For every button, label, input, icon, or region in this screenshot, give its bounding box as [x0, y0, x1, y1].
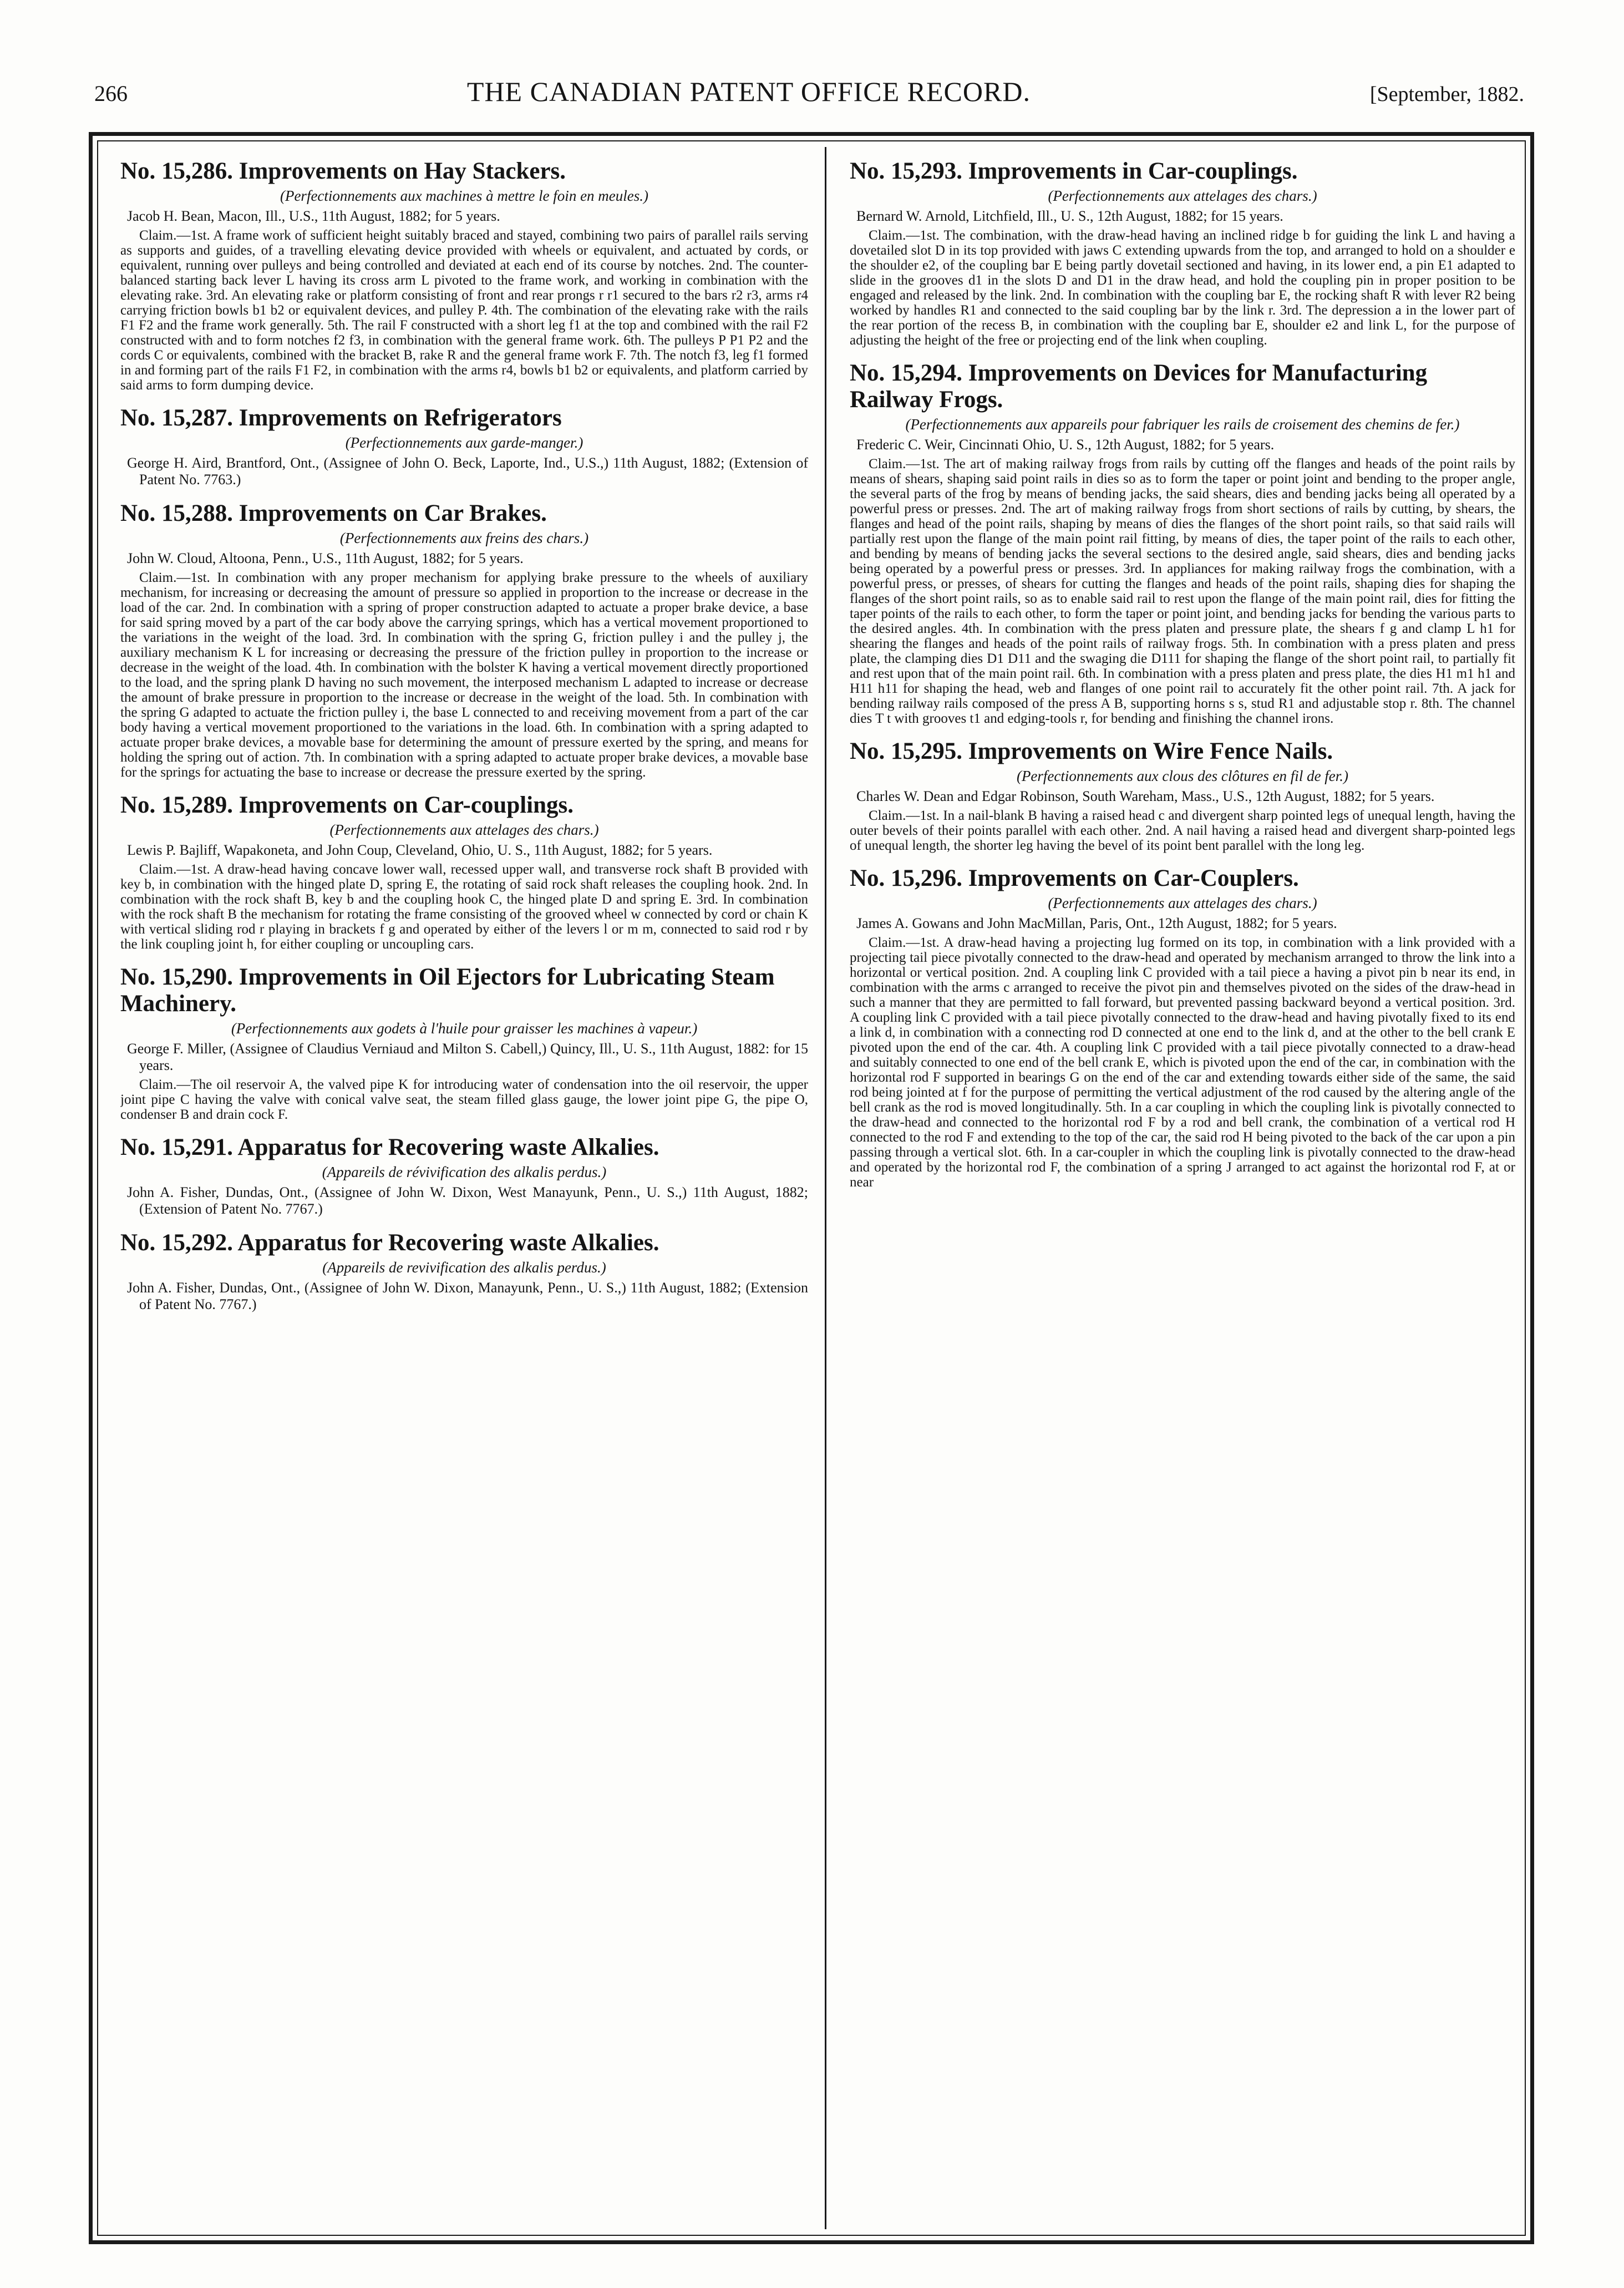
patent-title: No. 15,292. Apparatus for Recovering waste Alkalies.: [120, 1230, 659, 1256]
patent-grantee: John W. Cloud, Altoona, Penn., U.S., 11th August, 1882; for 5 years.: [127, 550, 524, 566]
patent-grantee: Frederic C. Weir, Cincinnati Ohio, U. S., 12th August, 1882; for 5 years.: [856, 437, 1275, 453]
patent-entry: [120, 1134, 808, 1217]
patent-claims: Claim.—1st. A draw-head having a projecting lug formed on its top, in combination with a link provided with a projecting tail piece pivotally connected to the draw-head and operated by mechanism arranged to throw the link into a horizontal or vertical position. 2nd. A coupling link C provided with a tail piece a having a pivot pin b near its end, in combination with the arms c arranged to receive the pivot pin and themselves pivoted on the sides of the draw-head in such a manner that they are permitted to fall forward, but prevented passing backward beyond a vertical position. 3rd. A coupling link C provided with a tail piece pivotally connected to the draw-head and having pivotally fixed to its end a link d, in combination with a connecting rod D connected at one end to the link d, and at the other to the bell crank E pivoted upon the end of the car. 4th. A coupling link C provided with a tail piece pivotally connected to a draw-head and suitably connected to one end of the bell crank E, which is pivoted upon the end of the car, in combination with the horizontal rod F supported in bearings G on the end of the car and extending towards either side of the same, the said rod being jointed at f for the purpose of permitting the vertical adjustment of the rod caused by the altering angle of the bell crank as the rod is moved longitudinally. 5th. In a car coupling in which the coupling link is pivotally connected to the draw-head and connected to the horizontal rod F by a rod and bell crank, the combination of a vertical rod H connected to the rod F and extending to the top of the car, the said rod H being pivoted to the back of the car upon a pin passing through a vertical slot. 6th. In a car-coupler in which the coupling link is pivotally connected to the draw-head and operated by the horizontal rod F, the combination of a spring J arranged to act against the horizontal rod F, at or near: [850, 935, 1515, 1190]
patent-entry: [850, 360, 1515, 726]
column-divider: [825, 147, 826, 2229]
left-column: [120, 158, 808, 2224]
patent-subtitle: (Perfectionnements aux attelages des chars.): [329, 821, 599, 838]
page-number: 266: [94, 81, 128, 106]
patent-title: No. 15,287. Improvements on Refrigerators: [120, 405, 562, 431]
page-frame: [89, 132, 1534, 2244]
patent-claims: Claim.—1st. A frame work of sufficient height suitably braced and stayed, combining two pairs of parallel rails serving as supports and guides, of a travelling elevating device provided with wheels or equivalent, and actuated by cords, or equivalent, running over pulleys and being controlled and deviated at each end of its course by notches. 2nd. The counter-balanced starting back lever L having its cross arm L pivoted to the frame work, and working in combination with the elevating rake. 3rd. An elevating rake or platform consisting of front and rear prongs r r1 secured to the bars r2 r3, arms r4 carrying friction bowls b1 b2 or equivalent devices, and pulley P. 4th. The combination of the elevating rake with the rails F1 F2 and the frame work generally. 5th. The rail F constructed with a short leg f1 at the top and combined with the rail F2 constructed with and to form notches f2 f3, in combination with the general frame work. 6th. The pulleys P P1 P2 and the cords C or equivalents, combined with the bracket B, rake R and the general frame work F. 7th. The notch f3, leg f1 formed in and forming part of the rails F1 F2, in combination with the arms r4, bowls b1 b2 or equivalents, and platform carried by said arms to form dumping device.: [120, 228, 808, 393]
patent-entry: [120, 1230, 808, 1313]
patent-title: No. 15,288. Improvements on Car Brakes.: [120, 500, 547, 526]
patent-subtitle: (Appareils de révivification des alkalis perdus.): [322, 1164, 607, 1180]
patent-grantee: Lewis P. Bajliff, Wapakoneta, and John Coup, Cleveland, Ohio, U. S., 11th August, 1882; for 5 years.: [127, 842, 713, 858]
patent-subtitle: (Appareils de revivification des alkalis perdus.): [322, 1259, 606, 1276]
running-header: [94, 75, 1524, 114]
patent-entry: [120, 500, 808, 780]
patent-entry: [850, 158, 1515, 348]
patent-claims: Claim.—The oil reservoir A, the valved pipe K for introducing water of condensation into the oil reservoir, the upper joint pipe C having the valve with conical valve seat, the steam filled glass gauge, the lower joint pipe G, the pipe O, condenser B and drain cock F.: [120, 1077, 808, 1122]
patent-title: No. 15,293. Improvements in Car-couplings.: [850, 158, 1298, 184]
patent-title: No. 15,295. Improvements on Wire Fence Nails.: [850, 738, 1333, 764]
patent-title: No. 15,296. Improvements on Car-Couplers.: [850, 865, 1299, 891]
patent-grantee: Bernard W. Arnold, Litchfield, Ill., U. S., 12th August, 1882; for 15 years.: [856, 208, 1283, 224]
patent-entry: [120, 964, 808, 1122]
patent-grantee: John A. Fisher, Dundas, Ont., (Assignee of John W. Dixon, West Manayunk, Penn., U. S.,) 11th August, 1882; (Extension of Patent No. 7767.): [127, 1184, 808, 1217]
patent-claims: Claim.—1st. A draw-head having concave lower wall, recessed upper wall, and transverse rock shaft B provided with key b, in combination with the hinged plate D, spring E, the rotating of said rock shaft releases the coupling hook. 2nd. In combination with the rock shaft B, key b and the coupling hook C, the hinged plate D and spring E. 3rd. In combination with the rock shaft B the mechanism for rotating the frame consisting of the grooved wheel w connected by cord or chain K with vertical sliding rod r playing in brackets f g and operated by either of the levers l or m m, connected to said rod r by the link coupling joint h, for either coupling or uncoupling cars.: [120, 862, 808, 952]
patent-grantee: Jacob H. Bean, Macon, Ill., U.S., 11th August, 1882; for 5 years.: [127, 208, 500, 224]
patent-claims: Claim.—1st. In a nail-blank B having a raised head c and divergent sharp pointed legs of unequal length, having the outer bevels of their points parallel with each other. 2nd. A nail having a raised head and divergent sharp-pointed legs of unequal length, the shorter leg having the bevel of its point bent parallel with the long leg.: [850, 808, 1515, 853]
patent-title: No. 15,294. Improvements on Devices for Manufacturing Railway Frogs.: [850, 360, 1428, 413]
right-column: [850, 158, 1515, 2224]
patent-title: No. 15,289. Improvements on Car-couplings.: [120, 792, 574, 818]
patent-entry: [120, 158, 808, 393]
patent-claims: Claim.—1st. The combination, with the draw-head having an inclined ridge b for guiding the link L and having a dovetailed slot D in its top provided with jaws C extending upwards from the top, and arranged to hold on a shoulder e the shoulder e2, of the coupling bar E being partly dovetail sectioned and having, in its lower end, a pin E1 adapted to slide in the grooves d1 in the slots D and D1 in the draw head, and hold the coupling pin in proper position to be engaged and released by the link. 2nd. In combination with the coupling bar E, the rocking shaft R with lever R2 being worked by handles R1 and connected to the said coupling bar by the link r. 3rd. The depression a in the lower part of the rear portion of the recess B, in combination with the coupling bar E, shoulder e2 and link L, for the purpose of adjusting the height of the free or projecting end of the link when coupling.: [850, 228, 1515, 348]
patent-title: No. 15,290. Improvements in Oil Ejectors for Lubricating Steam Machinery.: [120, 964, 775, 1017]
patent-grantee: Charles W. Dean and Edgar Robinson, South Wareham, Mass., U.S., 12th August, 1882; for 5 years.: [856, 788, 1435, 804]
patent-title: No. 15,291. Apparatus for Recovering waste Alkalies.: [120, 1134, 659, 1160]
patent-subtitle: (Perfectionnements aux attelages des chars.): [1048, 187, 1317, 204]
patent-entry: [120, 792, 808, 952]
patent-subtitle: (Perfectionnements aux freins des chars.): [339, 530, 589, 546]
patent-subtitle: (Perfectionnements aux machines à mettre le foin en meules.): [280, 187, 649, 204]
patent-subtitle: (Perfectionnements aux godets à l'huile pour graisser les machines à vapeur.): [231, 1020, 698, 1037]
patent-subtitle: (Perfectionnements aux garde-manger.): [345, 434, 583, 451]
patent-claims: Claim.—1st. The art of making railway frogs from rails by cutting off the flanges and heads of the point rails by means of shears, shaping said point rails in dies so as to form the taper or point joint and bending to the proper angle, the several parts of the frog by means of bending jacks, the said shears, dies and bending jacks being all operated by a powerful press or presses. 2nd. The art of making railway frogs from short sections of rails by cutting, by shears, the flanges and head of the point rails, shaping by means of dies the flanges of the short point rails, so that said rails will partially rest upon the flange of the main point rail fitting, by means of dies, the taper point of the rails to each other, and bending by means of bending jacks the several sections to the desired angle, said shears, dies and bending jacks being operated by a powerful press or presses. 3rd. In appliances for making railway frogs the combination, with a powerful press, or presses, of shears for cutting the flanges and heads of the point rails, shaping dies for shaping the flanges of the short point rails, so as to enable said rail to rest upon the flange of the main point rail, dies for fitting the taper points of the rails to each other, to form the taper or point joint, and bending jacks for bending the various parts to the desired angles. 4th. In combination with the press platen and pressure plate, the shears f g and clamp L h1 for shearing the flanges and heads of the point rails of railway frogs. 5th. In combination with a press platen and press plate, the clamping dies D1 D11 and the swaging die D111 for shaping the flange of the short point rail, to partially fit and rest upon that of the main point rail. 6th. In combination with a press platen and press plate, the dies H1 m1 h1 and H11 h11 for shaping the head, web and flanges of one point rail to accurately fit the other point rail. 7th. A jack for bending railway rails composed of the press A B, supporting horns s s, stud R1 and adjustable stop r. 8th. The channel dies T t with grooves t1 and edging-tools r, for bending and finishing the channel irons.: [850, 456, 1515, 726]
patent-grantee: John A. Fisher, Dundas, Ont., (Assignee of John W. Dixon, Manayunk, Penn., U. S.,) 11th August, 1882; (Extension of Patent No. 7767.): [127, 1280, 808, 1312]
journal-title: THE CANADIAN PATENT OFFICE RECORD.: [466, 76, 1031, 107]
patent-entry: [850, 738, 1515, 853]
patent-subtitle: (Perfectionnements aux appareils pour fabriquer les rails de croisement des chemins de fer.): [905, 416, 1460, 433]
patent-entry: [120, 405, 808, 488]
patent-claims: Claim.—1st. In combination with any proper mechanism for applying brake pressure to the wheels of auxiliary mechanism, for increasing or decreasing the amount of pressure so applied in proportion to the increase or decrease in the load of the car. 2nd. In combination with a spring of proper construction adapted to actuate a proper brake device, a base for said spring moved by a part of the car body above the carrying springs, which has a vertical movement proportioned to the variations in the weight of the load. 3rd. In combination with the spring G, friction pulley i and the pulley j, the auxiliary mechanism K L for increasing or decreasing the pressure of the friction pulley in proportion to the increase or decrease in the weight of the load. 4th. In combination with the bolster K having a vertical movement directly proportioned to the load, and the spring plank D having no such movement, the interposed mechanism L adapted to increase or decrease the amount of brake pressure in proportion to the increase or decrease in the weight of the load. 5th. In combination with the spring G adapted to actuate the friction pulley i, the base L connected to and receiving movement from a part of the car body having a vertical movement proportioned to the variations in the load. 6th. In combination with a spring adapted to actuate proper brake devices, a movable base for determining the amount of pressure exerted by the spring, and means for holding the spring out of action. 7th. In combination with a spring adapted to actuate proper brake devices, a movable base for the springs for actuating the base to increase or decrease the pressure exerted by the spring.: [120, 570, 808, 780]
patent-title: No. 15,286. Improvements on Hay Stackers.: [120, 158, 566, 184]
patent-subtitle: (Perfectionnements aux attelages des chars.): [1048, 895, 1317, 911]
patent-entry: [850, 865, 1515, 1190]
patent-grantee: James A. Gowans and John MacMillan, Paris, Ont., 12th August, 1882; for 5 years.: [856, 915, 1337, 931]
patent-subtitle: (Perfectionnements aux clous des clôtures en fil de fer.): [1016, 768, 1349, 784]
patent-grantee: George F. Miller, (Assignee of Claudius Verniaud and Milton S. Cabell,) Quincy, Ill., U. S., 11th August, 1882: for 15 years.: [127, 1041, 808, 1073]
issue-date: [September, 1882.: [1369, 83, 1524, 106]
patent-grantee: George H. Aird, Brantford, Ont., (Assignee of John O. Beck, Laporte, Ind., U.S.,) 11th August, 1882; (Extension of Patent No. 7763.): [127, 455, 808, 488]
